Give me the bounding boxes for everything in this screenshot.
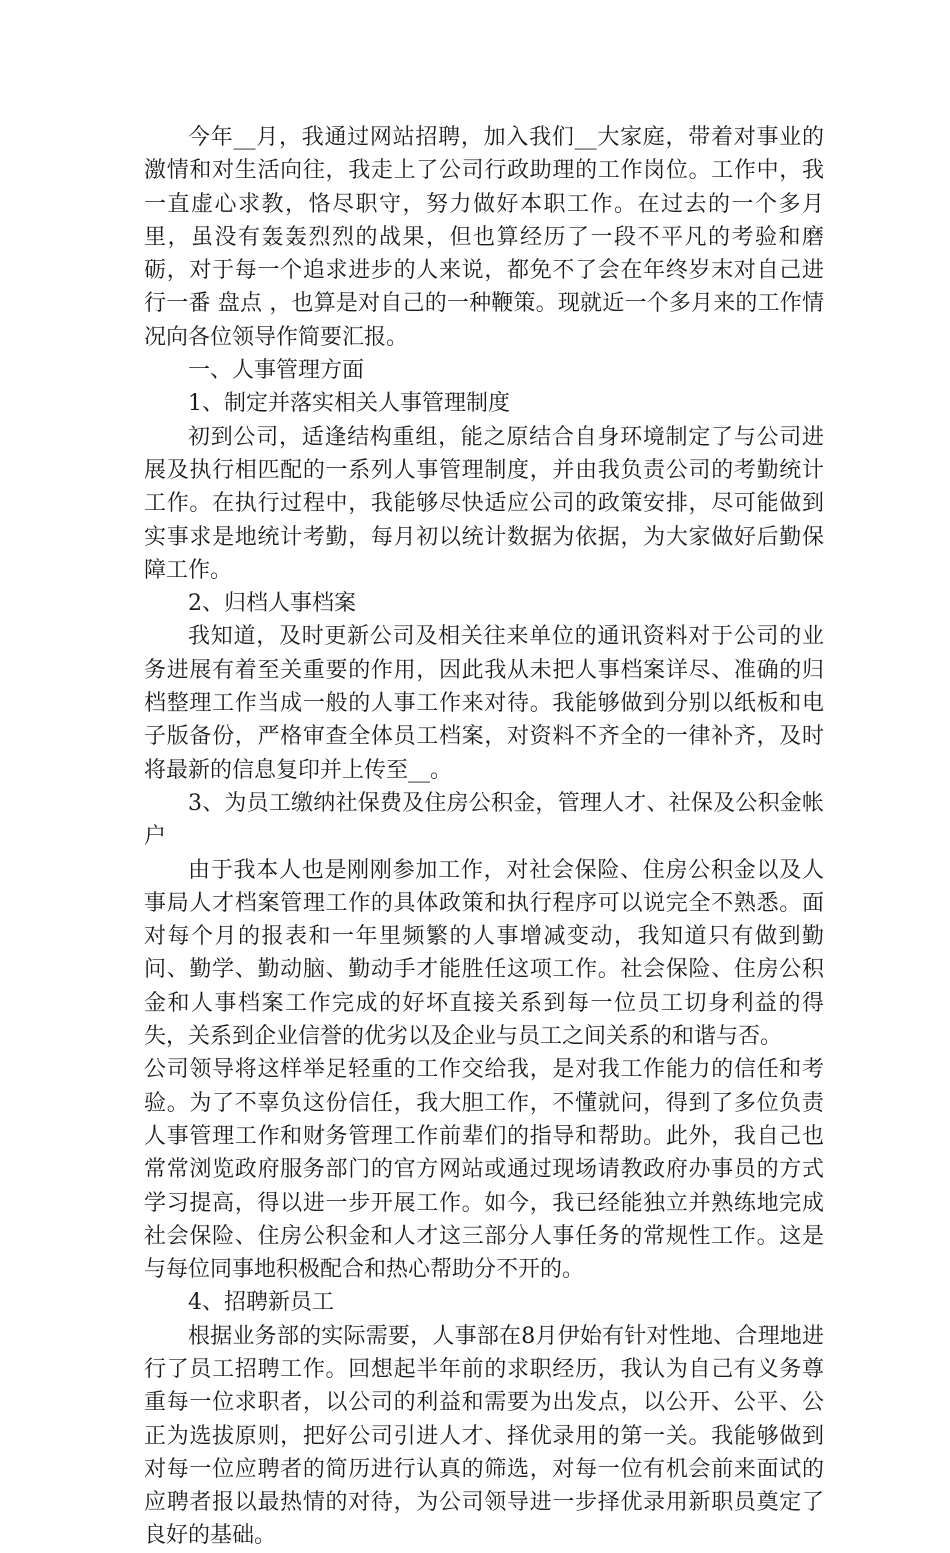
paragraph-3b: 公司领导将这样举足轻重的工作交给我，是对我工作能力的信任和考验。为了不辜负这份信任，我大胆工作，不懂就问，得到了多位负责人事管理工作和财务管理工作前辈们的指导和帮助。此外，我自己也常常浏览政府服务部门的官方网站或通过现场请教政府办事员的方式学习提高，得以进一步开展工作。如今，我已经能独立并熟练地完成社会保险、住房公积金和人才这三部分人事任务的常规性工作。这是与每位同事地积极配合和热心帮助分不开的。 — [144, 1057, 824, 1283]
section-heading-personnel: 一、人事管理方面 — [188, 358, 365, 384]
intro-paragraph: 今年__月，我通过网站招聘，加入我们__大家庭，带着对事业的激情和对生活向往，我走上了公司行政助理的工作岗位。工作中，我一直虚心求教，恪尽职守，努力做好本职工作。在过去的一个多月里，虽没有轰轰烈烈的战果，但也算经历了一段不平凡的考验和磨砺，对于每一个追求进步的人来说，都免不了会在年终岁末对自己进行一番 盘点 ，也算是对自己的一种鞭策。现就近一个多月来的工作情况向各位领导作简要汇报。 — [144, 125, 824, 350]
paragraph-1: 初到公司，适逢结构重组，能之原结合自身环境制定了与公司进展及执行相匹配的一系列人事管理制度，并由我负责公司的考勤统计工作。在执行过程中，我能够尽快适应公司的政策安排，尽可能做到实事求是地统计考勤，每月初以统计数据为依据，为大家做好后勤保障工作。 — [144, 424, 824, 583]
subheading-4: 4、招聘新员工 — [188, 1290, 334, 1316]
document-body — [144, 121, 824, 1553]
subheading-2: 2、归档人事档案 — [188, 591, 356, 617]
subheading-1: 1、制定并落实相关人事管理制度 — [188, 391, 510, 417]
subheading-3: 3、为员工缴纳社保费及住房公积金，管理人才、社保及公积金帐户 — [144, 790, 824, 850]
paragraph-4: 根据业务部的实际需要，人事部在8月伊始有针对性地、合理地进行了员工招聘工作。回想起半年前的求职经历，我认为自己有义务尊重每一位求职者，以公司的利益和需要为出发点，以公开、公平、公正为选拔原则，把好公司引进人才、择优录用的第一关。我能够做到对每一位应聘者的简历进行认真的筛选，对每一位有机会前来面试的应聘者报以最热情的对待，为公司领导进一步择优录用新职员奠定了良好的基础。 — [144, 1323, 824, 1549]
paragraph-2: 我知道，及时更新公司及相关往来单位的通讯资料对于公司的业务进展有着至关重要的作用，因此我从未把人事档案详尽、准确的归档整理工作当成一般的人事工作来对待。我能够做到分别以纸板和电子版备份，严格审查全体员工档案，对资料不齐全的一律补齐，及时将最新的信息复印并上传至__。 — [144, 624, 824, 783]
paragraph-3a: 由于我本人也是刚刚参加工作，对社会保险、住房公积金以及人事局人才档案管理工作的具体政策和执行程序可以说完全不熟悉。面对每个月的报表和一年里频繁的人事增减变动，我知道只有做到勤问、勤学、勤动脑、勤动手才能胜任这项工作。社会保险、住房公积金和人事档案工作完成的好坏直接关系到每一位员工切身利益的得失，关系到企业信誉的优劣以及企业与员工之间关系的和谐与否。 — [144, 857, 824, 1050]
